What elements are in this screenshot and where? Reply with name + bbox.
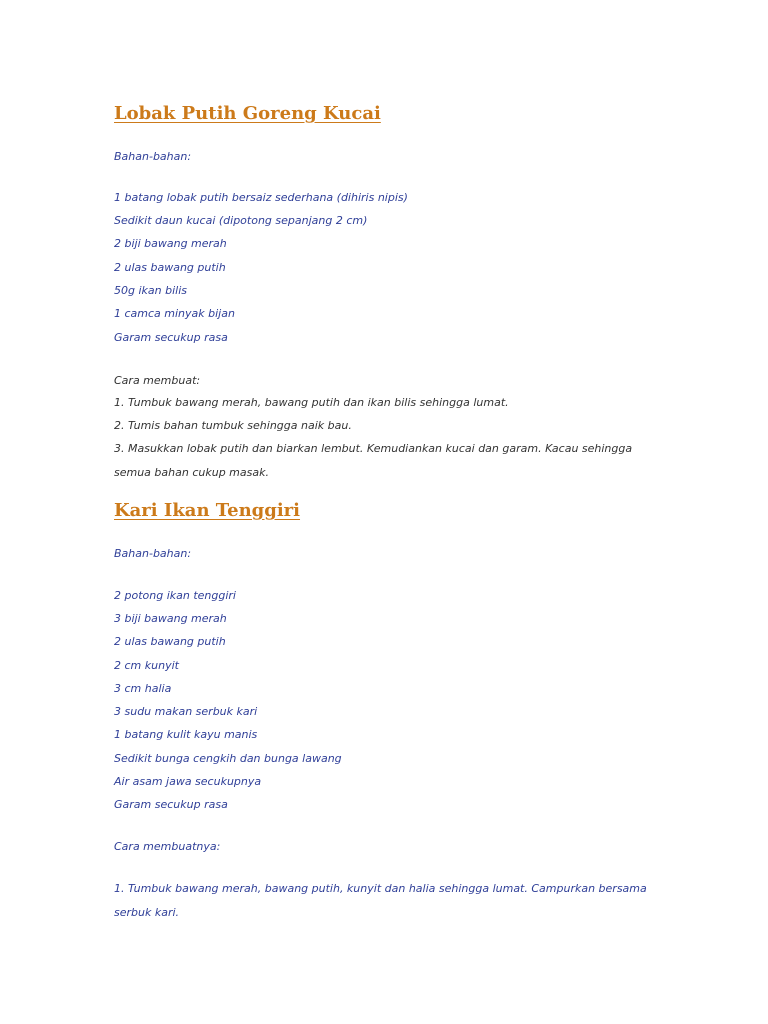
- ingredient-item: 2 potong ikan tenggiri: [114, 589, 236, 602]
- ingredient-item: Air asam jawa secukupnya: [114, 775, 262, 788]
- method-step: semua bahan cukup masak.: [114, 466, 269, 479]
- ingredient-item: 1 batang kulit kayu manis: [114, 728, 258, 741]
- ingredient-item: 1 camca minyak bijan: [114, 307, 235, 320]
- ingredient-item: Sedikit daun kucai (dipotong sepanjang 2 cm): [114, 214, 368, 227]
- ingredient-item: 2 ulas bawang putih: [114, 635, 226, 648]
- ingredient-item: Garam secukup rasa: [114, 798, 228, 811]
- method-step: 3. Masukkan lobak putih dan biarkan lembut. Kemudiankan kucai dan garam. Kacau sehingga: [114, 442, 633, 455]
- ingredients-heading: Bahan-bahan:: [114, 547, 192, 560]
- ingredient-item: 3 cm halia: [114, 682, 172, 695]
- method-heading: Cara membuatnya:: [114, 840, 221, 853]
- ingredient-item: 3 sudu makan serbuk kari: [114, 705, 258, 718]
- ingredient-item: 2 cm kunyit: [114, 659, 179, 672]
- ingredient-item: 2 biji bawang merah: [114, 237, 227, 250]
- recipe-title-kari[interactable]: Kari Ikan Tenggiri: [114, 500, 301, 521]
- ingredient-item: 50g ikan bilis: [114, 284, 187, 297]
- method-heading: Cara membuat:: [114, 374, 201, 387]
- ingredient-item: 2 ulas bawang putih: [114, 261, 226, 274]
- ingredient-item: 1 batang lobak putih bersaiz sederhana (dihiris nipis): [114, 191, 408, 204]
- ingredient-item: 3 biji bawang merah: [114, 612, 227, 625]
- ingredients-heading: Bahan-bahan:: [114, 150, 192, 163]
- method-step: 2. Tumis bahan tumbuk sehingga naik bau.: [114, 419, 352, 432]
- recipe-title-lobak[interactable]: Lobak Putih Goreng Kucai: [114, 103, 381, 124]
- method-step: 1. Tumbuk bawang merah, bawang putih dan ikan bilis sehingga lumat.: [114, 396, 509, 409]
- method-step: 1. Tumbuk bawang merah, bawang putih, kunyit dan halia sehingga lumat. Campurkan bersama: [114, 882, 647, 895]
- ingredient-item: Sedikit bunga cengkih dan bunga lawang: [114, 752, 342, 765]
- method-step: serbuk kari.: [114, 906, 180, 919]
- ingredient-item: Garam secukup rasa: [114, 331, 228, 344]
